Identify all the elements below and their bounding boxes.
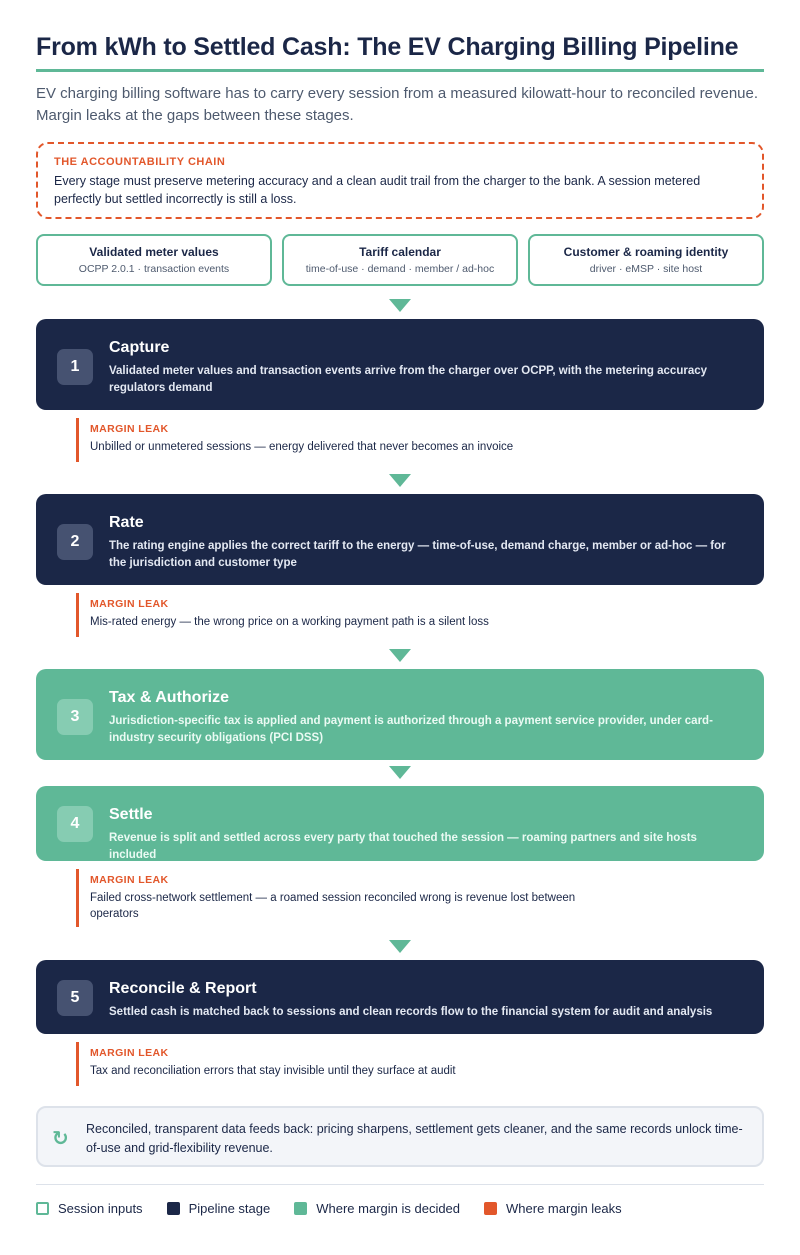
input-card-subtitle: OCPP 2.0.1 · transaction events (78, 263, 230, 275)
legend-item-session-inputs (36, 1201, 143, 1216)
legend-item-margin-leaks (484, 1201, 622, 1216)
input-card-tariff-calendar (282, 234, 518, 286)
stage-description: Settled cash is matched back to sessions and clean records flow to the financial system for audit and analysis (109, 1006, 713, 1018)
margin-leak-label: MARGIN LEAK (90, 598, 169, 610)
margin-leak-text: Tax and reconciliation errors that stay invisible until they surface at audit (90, 1065, 456, 1077)
flow-arrow-down-icon (389, 299, 411, 312)
stage-rate (36, 494, 764, 585)
input-card-title: Validated meter values (89, 245, 219, 259)
stage-title: Settle (109, 806, 153, 823)
stage-reconcile-report (36, 960, 764, 1034)
margin-leak-label: MARGIN LEAK (90, 423, 169, 435)
feedback-loop-callout (36, 1106, 764, 1167)
input-card-customer-identity (528, 234, 764, 286)
margin-leak-text: Failed cross-network settlement — a roamed session reconciled wrong is revenue lost between operators (90, 892, 576, 920)
flow-arrow-down-icon (389, 940, 411, 953)
legend (36, 1201, 646, 1216)
stage-number-badge: 4 (57, 806, 93, 842)
stage-title: Capture (109, 339, 170, 356)
stage-settle (36, 786, 764, 861)
stage-title: Reconcile & Report (109, 980, 257, 997)
legend-swatch-navy (167, 1202, 180, 1215)
margin-leak-3 (76, 869, 600, 927)
margin-leak-4 (76, 1042, 690, 1086)
stage-description: Revenue is split and settled across every party that touched the session — roaming partners and site hosts included (109, 832, 697, 861)
accountability-chain-text: Every stage must preserve metering accuracy and a clean audit trail from the charger to the bank. A session metered perfectly but settled incorrectly is still a loss. (54, 174, 701, 206)
stage-title: Tax & Authorize (109, 689, 230, 706)
stage-title: Rate (109, 514, 144, 531)
input-card-title: Tariff calendar (359, 245, 441, 259)
refresh-cycle-icon: ↻ (52, 1128, 69, 1150)
margin-leak-label: MARGIN LEAK (90, 874, 169, 886)
legend-item-pipeline-stage (167, 1201, 271, 1216)
margin-leak-2 (76, 593, 690, 637)
legend-label: Session inputs (58, 1201, 143, 1216)
legend-swatch-green (294, 1202, 307, 1215)
margin-leak-text: Unbilled or unmetered sessions — energy delivered that never becomes an invoice (90, 441, 514, 453)
legend-swatch-orange (484, 1202, 497, 1215)
input-card-subtitle: time-of-use · demand · member / ad-hoc (305, 263, 495, 275)
input-card-title: Customer & roaming identity (563, 245, 729, 259)
flow-arrow-down-icon (389, 766, 411, 779)
stage-description: Jurisdiction-specific tax is applied and payment is authorized through a payment service provider, under card-industry security obligations (PCI DSS) (109, 715, 713, 744)
stage-description: Validated meter values and transaction events arrive from the charger over OCPP, with the metering accuracy regulators demand (109, 365, 708, 394)
stage-capture (36, 319, 764, 410)
legend-divider (36, 1184, 764, 1185)
stage-number-badge: 5 (57, 980, 93, 1016)
page-title: From kWh to Settled Cash: The EV Charging Billing Pipeline (36, 33, 739, 61)
flow-arrow-down-icon (389, 649, 411, 662)
margin-leak-text: Mis-rated energy — the wrong price on a working payment path is a silent loss (90, 616, 489, 628)
intro-text: EV charging billing software has to carry every session from a measured kilowatt-hour to reconciled revenue. Margin leaks at the gaps between these stages. (36, 85, 759, 124)
stage-number-badge: 3 (57, 699, 93, 735)
legend-item-margin-decided (294, 1201, 460, 1216)
legend-label: Pipeline stage (188, 1201, 271, 1216)
stage-number-badge: 2 (57, 524, 93, 560)
stage-description: The rating engine applies the correct tariff to the energy — time-of-use, demand charge, member or ad-hoc — for the jurisdiction and customer type (109, 540, 726, 569)
legend-label: Where margin leaks (506, 1201, 622, 1216)
input-card-meter-values (36, 234, 272, 286)
title-underline (36, 69, 764, 72)
stage-tax-authorize (36, 669, 764, 760)
stage-number-badge: 1 (57, 349, 93, 385)
legend-swatch-outline (36, 1202, 49, 1215)
accountability-chain-label: THE ACCOUNTABILITY CHAIN (54, 156, 226, 168)
feedback-loop-text: Reconciled, transparent data feeds back: pricing sharpens, settlement gets cleaner, and the same records unlock time-of-use and grid-flexibility revenue. (86, 1122, 743, 1155)
input-card-subtitle: driver · eMSP · site host (589, 263, 703, 275)
accountability-chain-callout (36, 142, 764, 219)
margin-leak-label: MARGIN LEAK (90, 1047, 169, 1059)
flow-arrow-down-icon (389, 474, 411, 487)
margin-leak-1 (76, 418, 690, 462)
legend-label: Where margin is decided (316, 1201, 461, 1216)
